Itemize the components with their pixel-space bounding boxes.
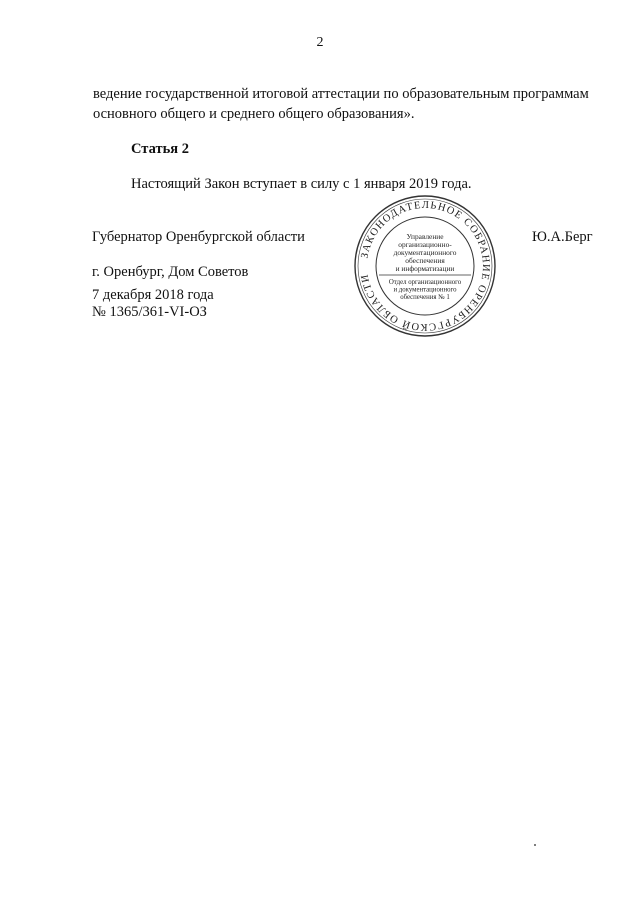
official-stamp (353, 194, 497, 338)
stamp-upper-block (394, 232, 457, 273)
page-number: 2 (316, 35, 324, 50)
article-text: Настоящий Закон вступает в силу с 1 января 2019 года. (131, 176, 472, 192)
svg-text:и документационного: и документационного (393, 286, 457, 294)
signing-place: г. Оренбург, Дом Советов (92, 264, 249, 280)
signing-date: 7 декабря 2018 года (92, 287, 214, 303)
paragraph-line-2: основного общего и среднего общего образования». (93, 106, 415, 122)
signatory-name: Ю.А.Берг (532, 229, 593, 245)
svg-text:Отдел организационного: Отдел организационного (388, 279, 462, 286)
stamp-ring-text: ЗАКОНОДАТЕЛЬНОЕ СОБРАНИЕ ОРЕНБУРГСКОЙ ОБЛАСТИ (359, 199, 492, 333)
document-number: № 1365/361-VI-ОЗ (92, 304, 207, 320)
article-heading: Статья 2 (131, 141, 189, 157)
svg-text:обеспечения: обеспечения (405, 256, 445, 265)
paragraph-line-1: ведение государственной итоговой аттестации по образовательным программам (93, 86, 589, 102)
signatory-title: Губернатор Оренбургской области (92, 229, 305, 245)
svg-text:и информатизации: и информатизации (395, 264, 455, 273)
scan-speck (534, 844, 536, 846)
svg-text:организационно-: организационно- (398, 240, 452, 249)
stamp-lower-block (389, 279, 462, 301)
svg-text:обеспечения № 1: обеспечения № 1 (400, 294, 450, 301)
svg-text:Управление: Управление (406, 232, 444, 241)
svg-text:документационного: документационного (393, 248, 457, 257)
